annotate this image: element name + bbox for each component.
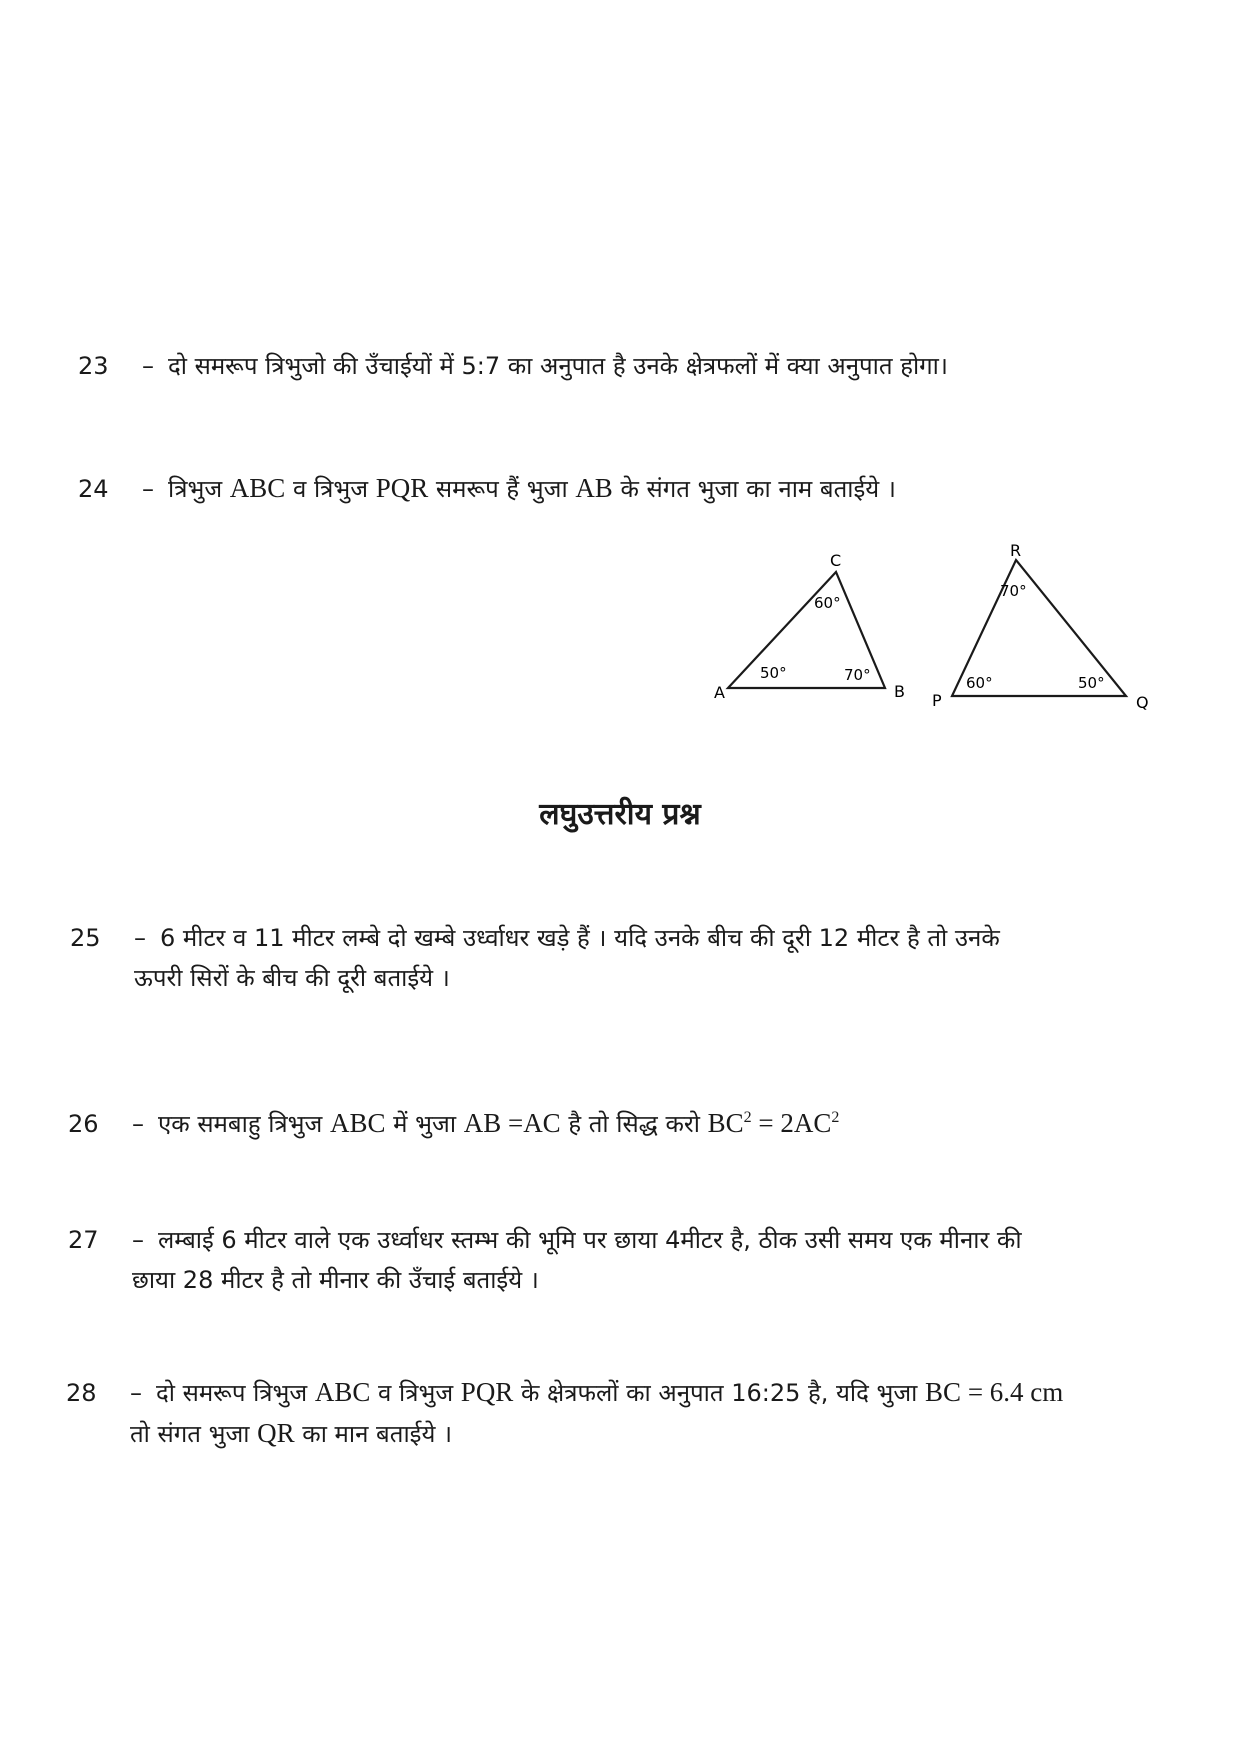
question-27 — [68, 1220, 1022, 1300]
question-number: 25 — [70, 924, 101, 952]
question-number: 28 — [66, 1379, 97, 1407]
vertex-label-b: B — [894, 682, 905, 701]
question-text-part: में भुजा — [393, 1110, 457, 1138]
vertex-label-c: C — [830, 551, 842, 570]
triangle-abc — [714, 551, 905, 702]
question-text-line-2 — [66, 1413, 1063, 1454]
question-text-part: व त्रिभुज — [292, 475, 369, 503]
question-text-part: त्रिभुज — [168, 475, 223, 503]
question-number: 26 — [68, 1110, 99, 1138]
side-name-qr: QR — [257, 1418, 295, 1448]
section-heading: लघुउत्तरीय प्रश्न — [539, 797, 701, 832]
question-text-line-2: छाया 28 मीटर है तो मीनार की उँचाई बताईये । — [132, 1266, 539, 1294]
equation-lhs: BC — [707, 1108, 744, 1138]
question-text-part: के क्षेत्रफलों का अनुपात 16:25 है, यदि भुजा — [520, 1379, 918, 1407]
question-text-line-2: ऊपरी सिरों के बीच की दूरी बताईये । — [134, 964, 450, 992]
question-28 — [66, 1372, 1063, 1454]
proof-equation — [708, 1108, 840, 1138]
question-text: दो समरूप त्रिभुजो की उँचाईयों में 5:7 का अनुपात है उनके क्षेत्रफलों में क्या अनुपात होगा। — [168, 352, 948, 380]
side-length-bc: BC = 6.4 cm — [925, 1377, 1064, 1407]
question-text-part: है तो सिद्ध करो — [568, 1110, 700, 1138]
question-24 — [78, 468, 896, 509]
triangle-name-abc: ABC — [314, 1377, 371, 1407]
question-text-part: के संगत भुजा का नाम बताईये । — [620, 475, 896, 503]
side-name-ab: AB — [575, 473, 613, 503]
question-number: 27 — [68, 1226, 99, 1254]
question-number: 24 — [78, 475, 109, 503]
question-text-part: दो समरूप त्रिभुज — [156, 1379, 308, 1407]
equation-exponent: 2 — [743, 1109, 752, 1126]
triangle-name-abc: ABC — [330, 1108, 386, 1138]
vertex-label-p: P — [932, 691, 942, 710]
question-text-part: समरूप हैं भुजा — [435, 475, 568, 503]
angle-label-p: 60° — [966, 674, 993, 692]
question-text-part: व त्रिभुज — [378, 1379, 454, 1407]
equation-exponent: 2 — [831, 1109, 840, 1126]
question-text-line-1: लम्बाई 6 मीटर वाले एक उर्ध्वाधर स्तम्भ की भूमि पर छाया 4मीटर है, ठीक उसी समय एक मीनार की — [158, 1226, 1022, 1254]
triangle-pqr — [932, 541, 1149, 712]
equation-rhs: = 2AC — [751, 1108, 832, 1138]
triangle-name-abc: ABC — [229, 473, 286, 503]
triangle-name-pqr: PQR — [460, 1377, 514, 1407]
angle-label-a: 50° — [760, 664, 787, 682]
question-dash: – — [134, 924, 146, 952]
equal-sides-expression: AB =AC — [463, 1108, 561, 1138]
question-dash: – — [142, 475, 154, 503]
vertex-label-a: A — [714, 683, 725, 702]
triangle-name-pqr: PQR — [375, 473, 429, 503]
vertex-label-r: R — [1010, 541, 1022, 560]
similar-triangles-figure — [700, 540, 1170, 720]
question-number: 23 — [78, 352, 109, 380]
vertex-label-q: Q — [1136, 693, 1149, 712]
question-text-part: तो संगत भुजा — [130, 1420, 250, 1448]
angle-label-b: 70° — [844, 666, 871, 684]
question-text-part: एक समबाहु त्रिभुज — [158, 1110, 323, 1138]
question-dash: – — [130, 1379, 142, 1407]
question-text-line-1: 6 मीटर व 11 मीटर लम्बे दो खम्बे उर्ध्वाधर खड़े हैं । यदि उनके बीच की दूरी 12 मीटर है तो उनके — [160, 924, 1000, 952]
question-25 — [70, 918, 1000, 998]
angle-label-q: 50° — [1078, 674, 1105, 692]
angle-label-c: 60° — [814, 594, 841, 612]
question-text-part: का मान बताईये । — [302, 1420, 453, 1448]
question-dash: – — [132, 1226, 144, 1254]
question-dash: – — [142, 352, 154, 380]
question-dash: – — [132, 1110, 144, 1138]
question-26 — [68, 1098, 839, 1144]
angle-label-r: 70° — [1000, 582, 1027, 600]
question-23 — [78, 346, 948, 386]
